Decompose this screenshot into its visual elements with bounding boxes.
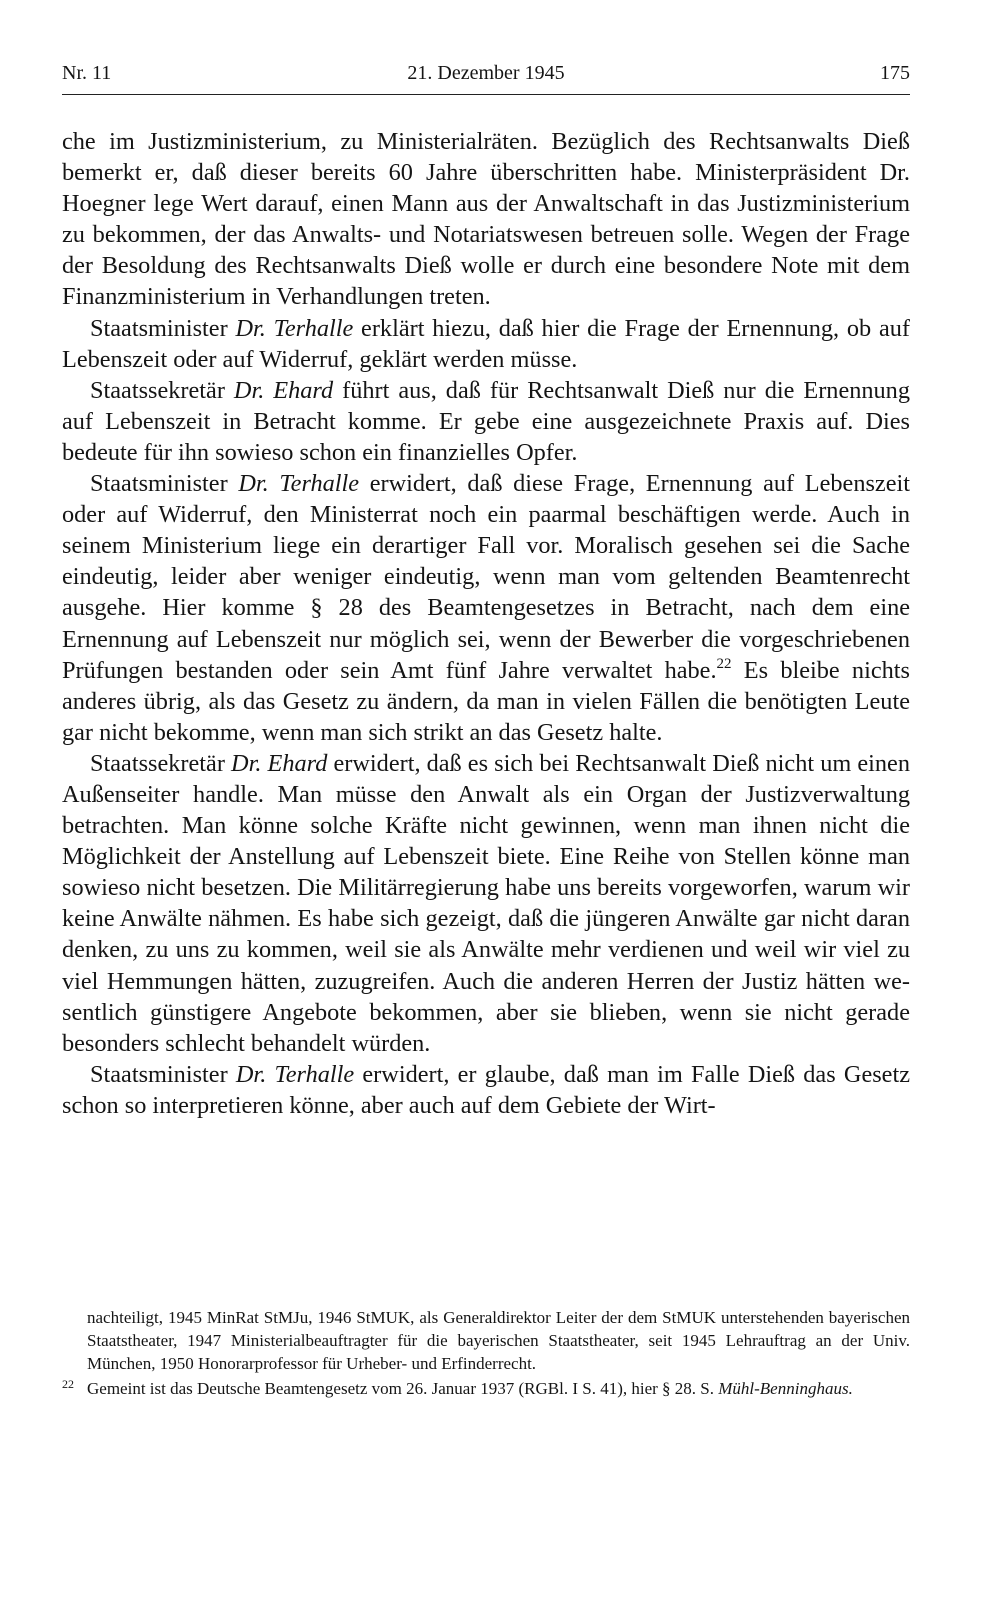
paragraph: [62, 313, 910, 375]
text-run: erklärt hiezu, daß hier die Frage der Ernennung, ob auf Lebenszeit oder auf Widerruf, geklärt werden müsse.: [62, 314, 911, 373]
text-run: erwidert, daß es sich bei Rechtsanwalt Dieß nicht um einen Außenseiter handle. Man müsse den Anwalt als ein Organ der Justizverwaltung betrachten. Man könne solche Kräfte nicht gewinnen, wenn man ihnen nicht die Möglichkeit der Anstellung auf Lebenszeit biete. Eine Reihe von Stellen könne man sowieso nicht besetzen. Die Militärregierung habe uns bereits vorgeworfen, warum wir keine Anwälte nähmen. Es habe sich gezeigt, daß die jüngeren Anwälte gar nicht daran denken, zu uns zu kommen, weil sie als Anwälte mehr verdienen und weil wir viel zu viel Hemmungen hätten, zuzugreifen. Auch die anderen Herren der Justiz hätten wesentlich günstigere Angebote bekommen, aber sie blieben, wenn sie nicht gerade besonders schlecht behandelt würden.: [62, 749, 910, 1057]
footnote-number: 22: [62, 1377, 74, 1391]
text-run: führt aus, daß für Rechtsanwalt Dieß nur die Ernennung auf Lebenszeit in Betracht komme. Er gebe eine ausgezeichnete Praxis auf. Dies bedeute für ihn sowieso schon ein finanzielles Opfer.: [62, 376, 910, 466]
text-run: Staatssekretär: [90, 376, 234, 404]
issue-number: Nr. 11: [62, 62, 112, 84]
text-run: Staatsminister: [90, 470, 239, 498]
paragraph: [62, 468, 910, 748]
paragraph: [62, 748, 910, 1059]
text-run: Staatssekretär: [90, 749, 232, 777]
header-date: 21. Dezember 1945: [407, 62, 565, 84]
text-run: erwidert, er glaube, daß man im Falle Dieß das Gesetz schon so interpretieren könne, aber auch auf dem Gebiete der Wirt-: [62, 1060, 910, 1119]
speaker-name: Dr. Terhalle: [235, 1060, 355, 1088]
footnotes: [62, 1306, 910, 1400]
text-run: Staatsminister: [90, 314, 236, 342]
speaker-name: Dr. Terhalle: [235, 314, 354, 342]
footnote-22: [62, 1377, 910, 1400]
text-run: Staatsminister: [90, 1060, 236, 1088]
text-run: Es bleibe nichts anderes übrig, als das Gesetz zu ändern, da man in vielen Fällen die benötigten Leute gar nicht bekomme, wenn man sich strikt an das Gesetz halte.: [62, 656, 910, 746]
footnote-text: Gemeint ist das Deutsche Beamtengesetz vom 26. Januar 1937 (RGBl. I S. 41), hier § 28. S.: [87, 1379, 719, 1398]
speaker-name: Dr. Ehard: [231, 749, 328, 777]
main-text: [62, 126, 910, 1121]
page-number: 175: [880, 62, 910, 84]
paragraph: [62, 126, 910, 313]
paragraph: [62, 375, 910, 468]
speaker-name: Dr. Ehard: [233, 376, 334, 404]
footnote-reference: 22: [716, 655, 732, 672]
footnote-continuation: nachteiligt, 1945 MinRat StMJu, 1946 StMUK, als Generaldirektor Leiter der dem StMUK unterstehenden bayerischen Staatstheater, 1947 Ministerialbeauftragter für die bayerischen Staatstheater, seit 1945 Lehrauftrag an der Univ. München, 1950 Honorarprofessor für Urheber- und Erfinderrecht.: [87, 1308, 910, 1373]
speaker-name: Dr. Terhalle: [238, 470, 360, 498]
running-header: [62, 62, 910, 95]
paragraph: [62, 1059, 910, 1121]
text-run: erwidert, daß diese Frage, Ernennung auf Lebenszeit oder auf Widerruf, den Ministerrat noch ein paarmal beschäftigen werde. Auch in seinem Ministerium liege ein derartiger Fall vor. Moralisch gesehen sei die Sache eindeutig, leider aber weniger eindeutig, wenn man vom geltenden Beamtenrecht ausgehe. Hier komme § 28 des Beamtengesetzes in Betracht, nach dem eine Ernennung auf Lebenszeit nur möglich sei, wenn der Bewerber die vorgeschriebenen Prüfungen bestanden oder sein Amt fünf Jahre verwaltet habe.: [62, 470, 910, 684]
footnote-author: Mühl-Benninghaus.: [718, 1379, 853, 1398]
text-run: che im Justizministerium, zu Ministerialräten. Bezüglich des Rechtsanwalts Dieß bemerkt er, daß dieser bereits 60 Jahre überschritten habe. Ministerpräsident Dr. Hoegner lege Wert darauf, einen Mann aus der Anwaltschaft in das Justizministerium zu bekommen, der das Anwalts- und Notariatswesen betreuen solle. Wegen der Frage der Besoldung des Rechtsanwalts Dieß wolle er durch eine besondere Note mit dem Finanzministerium in Verhandlungen treten.: [62, 128, 910, 311]
